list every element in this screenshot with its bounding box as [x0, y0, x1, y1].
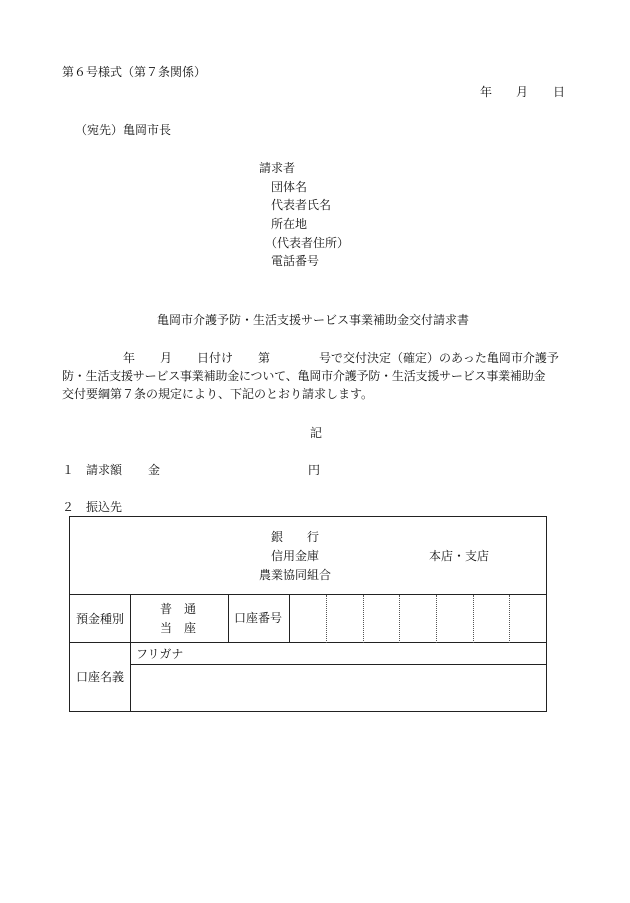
requester-phone-label: 電話番号: [271, 254, 320, 268]
account-number-label: 口座番号: [234, 611, 283, 625]
requester-address-label: 所在地: [271, 217, 308, 231]
account-digit-divider: [509, 595, 510, 643]
body-year: 年: [123, 351, 136, 365]
date-month-label: 月: [516, 85, 529, 99]
requester-heading: 請求者: [259, 161, 296, 175]
requester-rep-address-label: （代表者住所）: [265, 236, 350, 250]
body-line2: 防・生活支援サービス事業補助金について、亀岡市介護予防・生活支援サービス事業補助金: [62, 369, 546, 383]
account-digit-divider: [399, 595, 400, 643]
ki-heading: 記: [310, 426, 323, 440]
deposit-futsu: 普 通: [160, 602, 197, 616]
date-day-label: 日: [553, 85, 566, 99]
bank-table-border: [69, 516, 547, 712]
date-year-label: 年: [480, 85, 493, 99]
account-name-label: 口座名義: [76, 670, 125, 684]
section1-label: 請求額: [86, 463, 123, 477]
account-digit-divider: [436, 595, 437, 643]
account-digit-divider: [289, 594, 290, 642]
account-digit-divider: [363, 595, 364, 643]
deposit-type-label: 預金種別: [76, 612, 125, 626]
bank-type-bank: 銀 行: [271, 530, 320, 544]
furigana-label: フリガナ: [136, 647, 184, 661]
branch-label: 本店・支店: [429, 549, 490, 563]
form-id: 第６号様式（第７条関係）: [62, 65, 207, 79]
deposit-toza: 当 座: [160, 621, 197, 635]
section1-yen: 円: [308, 463, 321, 477]
account-label-left-divider: [228, 594, 229, 642]
requester-org-label: 団体名: [271, 180, 308, 194]
section1-kin: 金: [148, 463, 161, 477]
body-no: 第: [258, 351, 271, 365]
bank-type-shinkin: 信用金庫: [271, 549, 320, 563]
body-month: 月: [160, 351, 173, 365]
bank-row-divider: [69, 594, 547, 595]
section2-label: 振込先: [86, 500, 123, 514]
deposit-row-divider: [69, 642, 547, 643]
body-date: 日付け: [197, 351, 234, 365]
body-line3: 交付要綱第７条の規定により、下記のとおり請求します。: [62, 387, 374, 401]
addressee: （宛先）亀岡市長: [75, 123, 172, 137]
section1-number: １: [62, 463, 75, 477]
account-digit-divider: [473, 595, 474, 643]
label-column-divider: [130, 594, 131, 712]
furigana-divider: [130, 664, 547, 665]
document-title: 亀岡市介護予防・生活支援サービス事業補助金交付請求書: [157, 313, 470, 327]
body-line1-rest: 号で交付決定（確定）のあった亀岡市介護予: [319, 351, 559, 365]
account-digit-divider: [326, 595, 327, 643]
section2-number: ２: [62, 500, 75, 514]
bank-type-ja: 農業協同組合: [259, 568, 332, 582]
requester-rep-name-label: 代表者氏名: [271, 198, 332, 212]
